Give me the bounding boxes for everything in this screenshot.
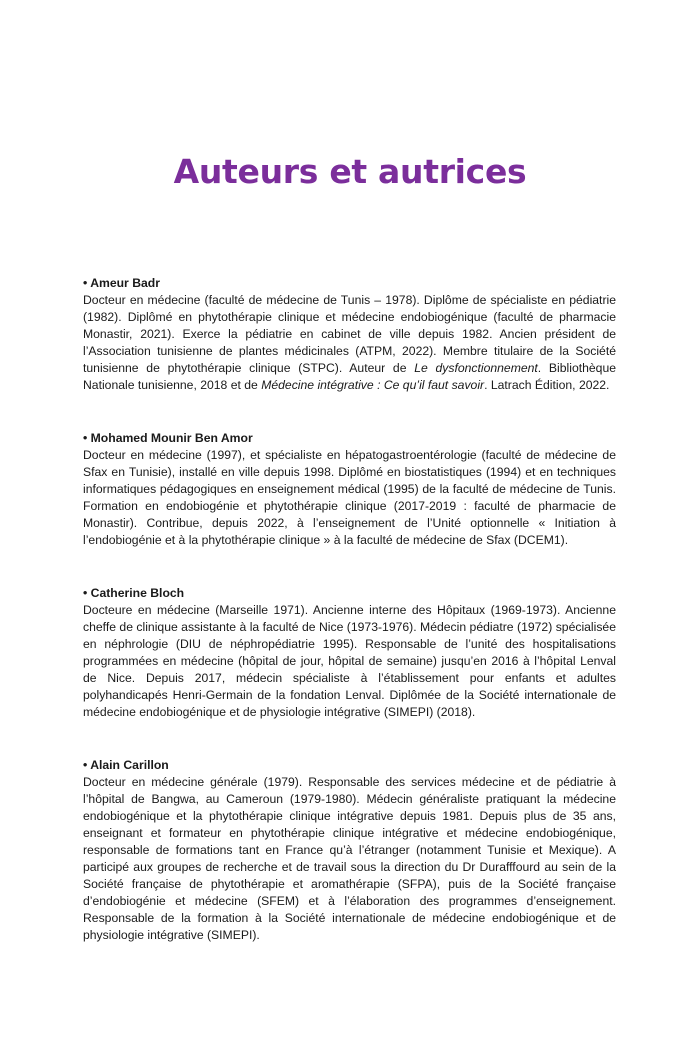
author-entry — [83, 275, 616, 394]
author-bio — [83, 602, 616, 721]
authors-list — [83, 275, 616, 980]
author-bio — [83, 774, 616, 944]
author-name: • Mohamed Mounir Ben Amor — [83, 431, 253, 445]
book-title: Le dysfonctionnement — [414, 361, 538, 375]
book-title: Médecine intégrative : Ce qu’il faut savoir — [261, 378, 485, 392]
author-entry — [83, 757, 616, 944]
bio-text: Docteur en médecine (faculté de médecine de Tunis – 1978). Diplôme de spécialiste en pédiatrie (1982). Diplômé en phytothérapie clinique et médecine endobiogénique (faculté de pharmacie Monastir, 2021). Exerce la pédiatrie en cabinet de ville depuis 1982. Ancien président de l’Association tunisienne de plantes médicinales (ATPM, 2022). Membre titulaire de la Société tunisienne de phytothérapie clinique (STPC). Auteur de — [83, 293, 616, 375]
page-title: Auteurs et autrices — [173, 152, 527, 191]
author-bio — [83, 292, 616, 394]
author-entry — [83, 430, 616, 549]
bio-text: Docteure en médecine (Marseille 1971). Ancienne interne des Hôpitaux (1969-1973). Ancienne cheffe de clinique assistante à la faculté de Nice (1973-1976). Médecin pédiatre (1972) spécialisée en néphrologie (DIU de néphropédiatrie 1995). Responsable de l’unité des hospitalisations programmées en médecine (hôpital de jour, hôpital de semaine) jusqu’en 2016 à l’hôpital Lenval de Nice. Depuis 2017, médecin spécialiste à l’établissement pour enfants et adultes polyhandicapés Henri-Germain de la fondation Lenval. Diplômée de la Société internationale de médecine endobiogénique et de physiologie intégrative (SIMEPI) (2018). — [83, 603, 616, 719]
bio-text: Docteur en médecine (1997), et spécialiste en hépatogastroentérologie (faculté de médecine de Sfax en Tunisie), installé en ville depuis 1998. Diplômé en biostatistiques (1994) et en techniques informatiques pédagogiques en enseignement médical (1995) de la faculté de médecine de Tunis. Formation en endobiogénie et phytothérapie clinique (2017-2019 : faculté de pharmacie de Monastir). Contribue, depuis 2022, à l’enseignement de l’Unité optionnelle « Initiation à l’endobiogénie et à la phytothérapie clinique » à la faculté de médecine de Sfax (DCEM1). — [83, 448, 616, 547]
author-entry — [83, 585, 616, 721]
bio-text: . Latrach Édition, 2022. — [484, 378, 610, 392]
bio-text: . Bibliothèque Nationale tunisienne, 2018 et de — [83, 361, 616, 392]
author-name: • Catherine Bloch — [83, 586, 185, 600]
bio-text: Docteur en médecine générale (1979). Responsable des services médecine et de pédiatrie à l’hôpital de Bangwa, au Cameroun (1979-1980). Médecin généraliste pratiquant la médecine endobiogénique et la phytothérapie clinique intégrative depuis 1981. Depuis plus de 35 ans, enseignant et formateur en phytothérapie clinique intégrative et médecine endobiogénique, responsable de formations tant en France qu’à l’étranger (notamment Tunisie et Mexique). A participé aux groupes de recherche et de travail sous la direction du Dr Durafffourd au sein de la Société française de phytothérapie et aromathérapie (SFPA), puis de la Société française d’endobiogénie et médecine (SFEM) et à l’élaboration des programmes d’enseignement. Responsable de la formation à la Société internationale de médecine endobiogénique et de physiologie intégrative (SIMEPI). — [83, 775, 616, 942]
author-name: • Ameur Badr — [83, 276, 160, 290]
author-name: • Alain Carillon — [83, 758, 169, 772]
author-bio — [83, 447, 616, 549]
